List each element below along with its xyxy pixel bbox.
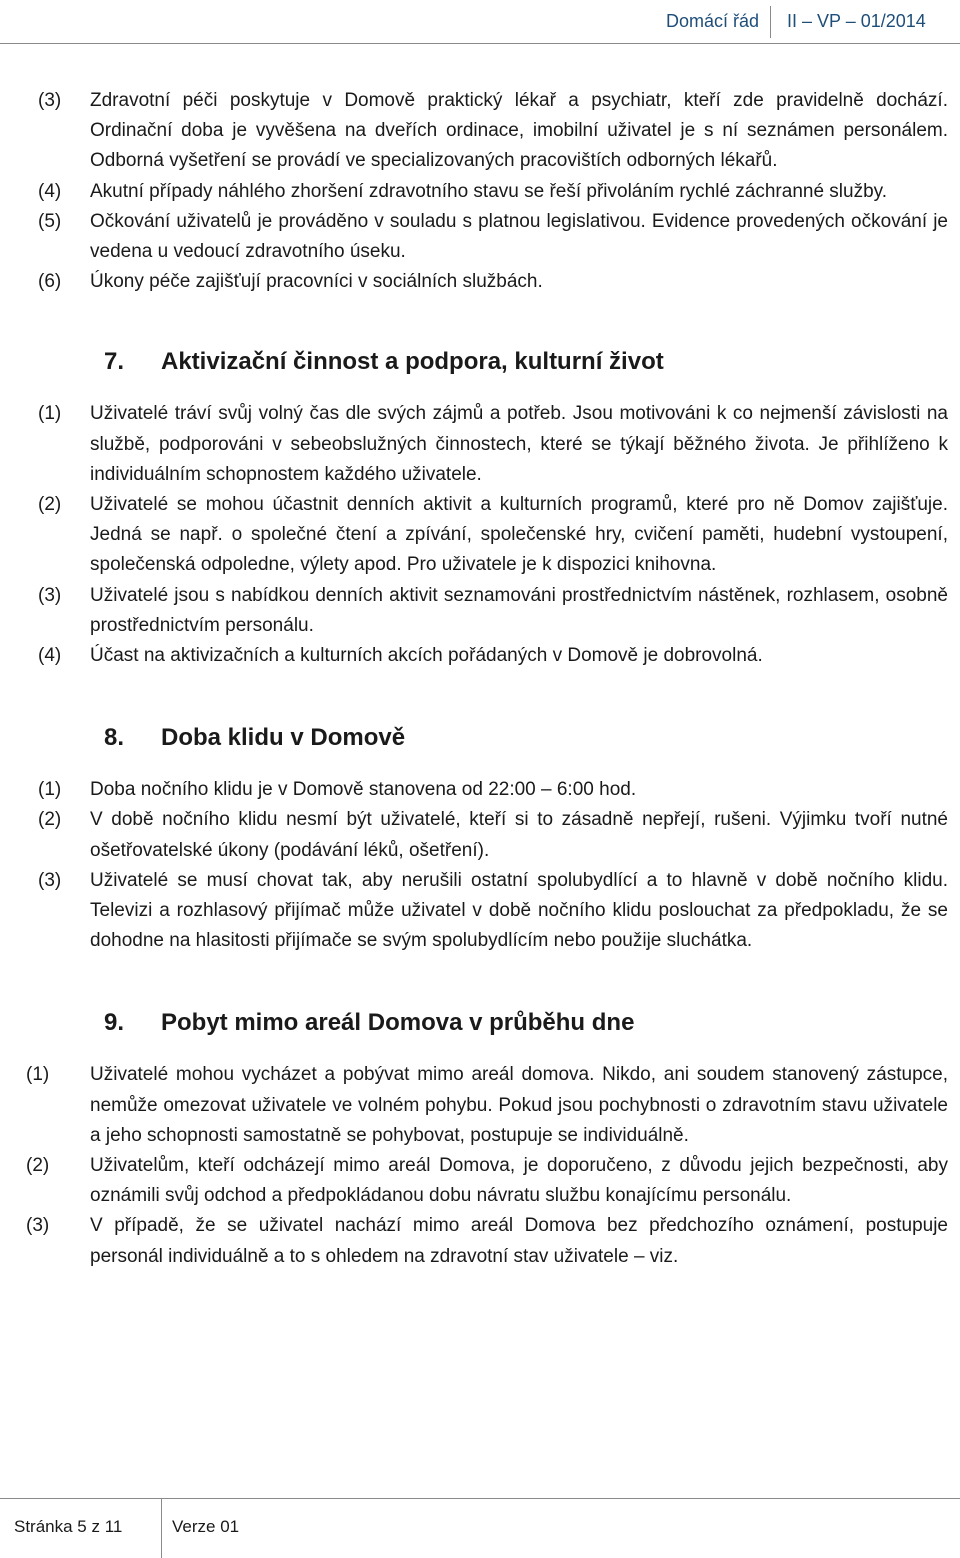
section-title: Pobyt mimo areál Domova v průběhu dne <box>161 1009 635 1037</box>
item-number: (3) <box>38 90 62 111</box>
item-number: (4) <box>38 180 62 202</box>
page-header <box>0 0 960 44</box>
section-heading-7 <box>38 347 948 377</box>
section-title: Aktivizační činnost a podpora, kulturní život <box>161 348 664 376</box>
list-item <box>38 490 948 581</box>
item-number: (4) <box>38 645 62 667</box>
item-text: Účast na aktivizačních a kulturních akcích pořádaných v Domově je dobrovolná. <box>90 645 763 667</box>
list-item <box>38 775 948 805</box>
page-footer <box>0 1498 960 1557</box>
list-item <box>38 86 948 177</box>
item-number: (1) <box>38 403 62 425</box>
item-text: Uživatelé se mohou účastnit denních aktivit a kulturních programů, které pro ně Domov zajišťuje. Jedná se např. o společné čtení a zpívání, společenské hry, cvičení paměti, hudební vystoupení, společenská odpoledne, výlety apod. Pro uživatele je k dispozici knihovna. <box>90 494 948 576</box>
item-text: Uživatelé jsou s nabídkou denních aktivit seznamováni prostřednictvím nástěnek, rozhlasem, osobně prostřednictvím personálu. <box>90 584 948 636</box>
item-text: Uživatelé tráví svůj volný čas dle svých zájmů a potřeb. Jsou motivováni k co nejmenší závislosti na službě, podporováni v sebeobslužných činnostech, které se týkají běžného života. Je přihlíženo k individuálním schopnostem každého uživatele. <box>90 403 948 485</box>
leave-premises-list <box>26 1060 948 1271</box>
item-text: Úkony péče zajišťují pracovníci v sociálních službách. <box>90 271 543 293</box>
item-number: (2) <box>26 1155 50 1177</box>
list-item <box>26 1060 948 1151</box>
item-number: (3) <box>38 584 62 606</box>
item-number: (2) <box>38 494 62 516</box>
list-item <box>38 866 948 957</box>
section-number: 7. <box>104 348 125 376</box>
item-number: (6) <box>38 271 62 293</box>
footer-divider <box>161 1499 162 1558</box>
item-text: Uživatelům, kteří odcházejí mimo areál Domova, je doporučeno, z důvodu jejich bezpečnosti, aby oznámili svůj odchod a předpokládanou dobu návratu službu konajícímu personálu. <box>90 1155 948 1207</box>
item-number: (3) <box>38 869 62 891</box>
list-item <box>38 399 948 490</box>
page-number: Stránka 5 z 11 <box>14 1517 123 1536</box>
list-item <box>26 1151 948 1211</box>
quiet-hours-list <box>38 775 948 956</box>
item-text: Akutní případy náhlého zhoršení zdravotního stavu se řeší přivoláním rychlé záchranné služby. <box>90 180 888 202</box>
item-number: (2) <box>38 809 62 831</box>
item-text: V případě, že se uživatel nachází mimo areál Domova bez předchozího oznámení, postupuje personál individuálně a to s ohledem na zdravotní stav uživatele – viz. <box>90 1215 948 1267</box>
item-text: Zdravotní péči poskytuje v Domově praktický lékař a psychiatr, kteří zde pravidelně dochází. Ordinační doba je vyvěšena na dveřích ordinace, imobilní uživatel je s ní seznámen personálem. Odborná vyšetření se provádí ve specializovaných pracovištích odborných lékařů. <box>90 90 948 172</box>
page-content <box>26 86 948 1272</box>
item-text: Uživatelé mohou vycházet a pobývat mimo areál domova. Nikdo, ani soudem stanovený zástupce, nemůže omezovat uživatele ve volném pohybu. Pokud jsou pochybnosti o zdravotním stavu uživatele a jeho schopnosti samostatně se pohybovat, postupuje se individuálně. <box>90 1064 948 1146</box>
header-divider <box>770 6 771 38</box>
section-heading-8 <box>38 723 948 753</box>
health-care-list <box>38 86 948 297</box>
item-number: (3) <box>26 1215 50 1237</box>
list-item <box>26 1211 948 1271</box>
section-number: 9. <box>104 1009 125 1037</box>
version-label: Verze 01 <box>172 1517 240 1536</box>
list-item <box>38 267 948 297</box>
document-code: II – VP – 01/2014 <box>787 11 926 31</box>
item-text: Uživatelé se musí chovat tak, aby nerušili ostatní spolubydlící a to hlavně v době nočního klidu. Televizi a rozhlasový přijímač může uživatel v době nočního klidu poslouchat za předpokladu, že se dohodne na hlasitosti přijímače se svým spolubydlícím nebo použije sluchátka. <box>90 869 948 952</box>
list-item <box>38 177 948 207</box>
item-text: Doba nočního klidu je v Domově stanovena od 22:00 – 6:00 hod. <box>90 779 637 801</box>
item-number: (5) <box>38 210 62 232</box>
list-item <box>38 207 948 267</box>
item-number: (1) <box>38 779 62 801</box>
list-item <box>38 581 948 641</box>
item-text: Očkování uživatelů je prováděno v souladu s platnou legislativou. Evidence provedených očkování je vedena u vedoucí zdravotního úseku. <box>90 210 948 263</box>
section-number: 8. <box>104 724 125 752</box>
document-title: Domácí řád <box>666 11 760 31</box>
section-heading-9 <box>38 1008 948 1038</box>
activities-list <box>38 399 948 671</box>
list-item <box>38 805 948 865</box>
item-number: (1) <box>26 1064 50 1086</box>
item-text: V době nočního klidu nesmí být uživatelé, kteří si to zásadně nepřejí, rušeni. Výjimku tvoří nutné ošetřovatelské úkony (podávání léků, ošetření). <box>90 809 948 861</box>
section-title: Doba klidu v Domově <box>161 724 406 752</box>
list-item <box>38 641 948 671</box>
